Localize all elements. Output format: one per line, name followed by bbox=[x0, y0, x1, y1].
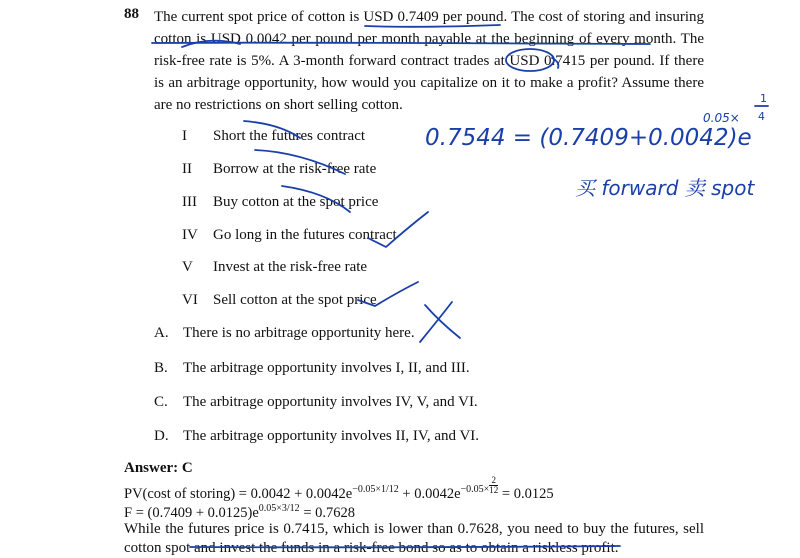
f-lhs: F = (0.7409 + 0.0125)e bbox=[124, 504, 259, 521]
question-number: 88 bbox=[124, 6, 139, 22]
f-exponent: 0.05×3/12 bbox=[258, 503, 300, 514]
choice-text: The arbitrage opportunity involves II, IV, and VI. bbox=[183, 428, 480, 444]
statement-text: Sell cotton at the spot price bbox=[213, 292, 377, 308]
statement-roman: V bbox=[182, 259, 193, 275]
cross-a-2 bbox=[420, 302, 452, 342]
choice-text: There is no arbitrage opportunity here. bbox=[183, 325, 415, 341]
choice-letter: D. bbox=[154, 428, 169, 444]
handwritten-formula: 0.7544 = (0.7409+0.0042)e bbox=[425, 125, 752, 151]
pv-rhs: = 0.0125 bbox=[498, 485, 554, 502]
statement-text: Go long in the futures contract bbox=[213, 227, 397, 243]
statement-roman: IV bbox=[182, 227, 198, 243]
statement-roman: II bbox=[182, 161, 192, 177]
choice-letter: C. bbox=[154, 394, 168, 410]
choice-letter: B. bbox=[154, 360, 168, 376]
pv-mid: + 0.0042e bbox=[398, 485, 461, 502]
statement-roman: I bbox=[182, 128, 187, 144]
statement-text: Borrow at the risk-free rate bbox=[213, 161, 377, 177]
handwritten-note: 买 forward 卖 spot bbox=[575, 176, 755, 200]
fraction-numerator: 2 bbox=[489, 476, 498, 486]
statement-text: Short the futures contract bbox=[213, 128, 366, 144]
pv-exponent-fraction bbox=[489, 476, 498, 495]
statement-roman: VI bbox=[182, 292, 198, 308]
statement-text: Buy cotton at the spot price bbox=[213, 194, 379, 210]
handwritten-fraction-num: 1 bbox=[760, 92, 767, 105]
pv-exponent-1: −0.05×1/12 bbox=[352, 484, 399, 495]
pv-exponent-2: −0.05× bbox=[460, 484, 490, 495]
statement-text: Invest at the risk-free rate bbox=[213, 259, 368, 275]
pv-equation bbox=[124, 475, 554, 503]
choice-text: The arbitrage opportunity involves IV, V, and VI. bbox=[183, 394, 478, 410]
choice-text: The arbitrage opportunity involves I, II, and III. bbox=[183, 360, 470, 376]
pv-lhs: PV(cost of storing) = 0.0042 + 0.0042e bbox=[124, 485, 353, 502]
choice-letter: A. bbox=[154, 325, 169, 341]
forward-equation bbox=[124, 503, 355, 522]
answer-explanation: While the futures price is 0.7415, which is lower than 0.7628, you need to buy the futures, sell cotton spot and invest the funds in a risk-free bond so as to obtain a riskless profit. bbox=[124, 521, 704, 556]
answer-label: Answer: C bbox=[124, 460, 193, 476]
statement-roman: III bbox=[182, 194, 197, 210]
cross-a-1 bbox=[425, 305, 460, 338]
f-rhs: = 0.7628 bbox=[299, 504, 355, 521]
fraction-denominator: 12 bbox=[489, 485, 499, 496]
question-text: The current spot price of cotton is USD 0.7409 per pound. The cost of storing and insuring cotton is USD 0.0042 per pound per month payable at the beginning of every month. The risk-free rate is 5%. A 3-month forward contract trades at USD 0.7415 per pound. If there is an arbitrage opportunity, how would you capitalize on it to make a profit? Assume there are no restrictions on short selling cotton. bbox=[154, 9, 704, 113]
handwritten-exponent: 0.05× bbox=[703, 111, 740, 125]
handwritten-fraction-den: 4 bbox=[758, 110, 765, 123]
